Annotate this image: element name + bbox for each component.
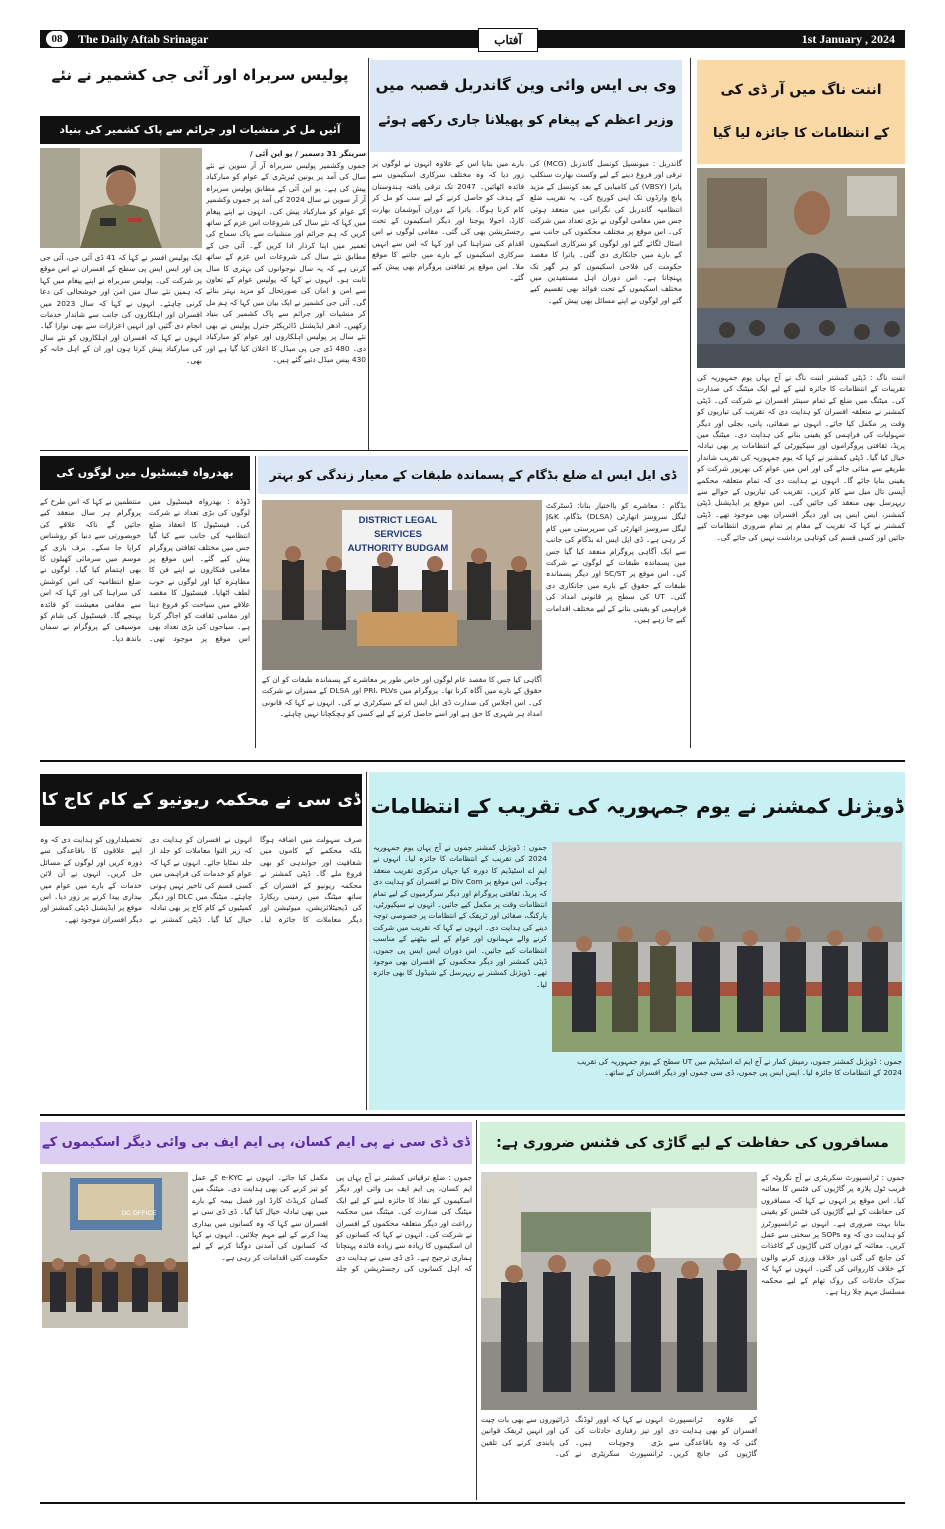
div-com-headline: ڈویژنل کمشنر نے یوم جمہوریہ کی تقریب کے انتظامات xyxy=(370,794,904,818)
div-com-stadium-photo xyxy=(552,842,902,1052)
section-divider xyxy=(40,1114,905,1116)
dc-revenue-headline: ڈی سی نے محکمہ ریونیو کے کام کاج کا xyxy=(40,774,362,826)
column-divider xyxy=(255,456,256,748)
ddc-headline: ڈی ڈی سی نے پی ایم کسان، پی ایم ایف بی وائی دیگر اسکیموں کے xyxy=(40,1122,472,1164)
ddc-meeting-photo xyxy=(42,1172,188,1328)
vbsy-body-right: گاندربل : میونسپل کونسل گاندربل (MCG) کی ترقی اور فروغ دینے کے لیے وکست بھارت سنکلپ یاترا (VBSY) کی کامیابی کے بعد کونسل کے مزید پانچ وارڈوں تک اپنی کوریج کی۔ یہ تقریب ضلع انتظامیہ گاندربل کی نگرانی میں منعقد ہوئی جس میں مقامی لوگوں نے بڑی تعداد میں شرکت کی۔ اس موقع پر مختلف محکموں کی جانب سے اسٹال لگائے گئے اور لوگوں کو سرکاری اسکیموں کے بارے میں جانکاری دی گئی۔ یاترا کا مقصد حکومت کی فلاحی اسکیموں کو ہر گھر تک پہنچانا ہے۔ اس دوران اہل مستفیدین میں مختلف اسکیموں کے تحت فوائد بھی تقسیم کیے گئے اور لوگوں نے اپنے مسائل بھی پیش کیے۔ xyxy=(530,159,682,305)
dlsa-headline: ڈی ایل ایس اے ضلع بڈگام کے پسماندہ طبقات کے معیار زندگی کو بہتر xyxy=(258,456,688,494)
transport-headline: مسافروں کی حفاظت کے لیے گاڑی کی فٹنس ضروری ہے: xyxy=(480,1122,905,1164)
police-body-right: جموں وکشمیر پولیس سربراہ آر آر سوین نے نئے سال کی آمد پر یونین ٹیریٹری کے عوام کو مبارکباد پیش کی ہے۔ یو این آئی کے مطابق پولیس سربراہ آر آر سوین نے سال 2024 کی آمد پر جموں وکشمیر کے عوام کو مبارکباد پیش کی۔ انہوں نے اپنے پیغام میں کہا کہ نئے سال کی شروعات اس عزم کے ساتھ کریں کہ ہم جرائم اور منشیات سے پاک سماج کی تعمیر میں اپنا کردار ادا کریں گے۔ آئی جی کے مطابق نئے سال کی شروعات اس عزم کے ساتھ کرنی ہے کہ یہ سال نوجوانوں کی بہتری کا سال ثابت ہو۔ انہوں نے کہا کہ پولیس عوام کے تعاون سے امن و امان کی صورتحال کو مزید بہتر بنائے گی۔ آئی جی کشمیر نے ایک بیان میں کہا کہ ہم مل کر منشیات اور جرائم سے پاک کشمیر کی بنیاد رکھیں۔ ادھر ایڈیشنل ڈائریکٹر جنرل پولیس نے بھی نئے سال پر پولیس اہلکاروں اور عوام کو مبارکباد دی۔ 480 ڈی جی پی میڈل کا اعلان کیا گیا ہے اور 430 پیس میڈل دئیے گئے ہیں۔ xyxy=(206,161,366,364)
transport-inspection-photo xyxy=(481,1172,757,1410)
anantnag-subheadline: کے انتظامات کا جائزہ لیا گیا xyxy=(712,126,890,141)
masthead-logo: آفتاب xyxy=(478,28,538,52)
masthead-bar xyxy=(40,30,905,48)
issue-date: 1st January , 2024 xyxy=(801,32,895,46)
paper-name: The Daily Aftab Srinagar xyxy=(78,32,209,46)
div-com-photo-caption: جموں : ڈویژنل کمشنر جموں، رمیش کمار نے آج ایم اے اسٹیڈیم میں UT سطح کے یوم جمہوریہ کی تقریب 2024 کے انتظامات کا جائزہ لیا۔ ایس ایس پی جموں، ڈی سی جموں اور دیگر افسران کے ساتھ۔ xyxy=(577,1057,902,1077)
column-divider xyxy=(476,1120,477,1500)
transport-body-right: جموں : ٹرانسپورٹ سکریٹری نے آج نگروٹہ کے قریب ٹول پلازہ پر گاڑیوں کی فٹنس کا معائنہ کیا۔ اس موقع پر انہوں نے کہا کہ مسافروں کی حفاظت کے لیے گاڑیوں کی فٹنس کو یقینی بنانا بہت ضروری ہے۔ انہوں نے ٹرانسپورٹرز کو ہدایت دی کہ وہ SOPs پر سختی سے عمل کریں۔ معائنہ کے دوران کئی گاڑیوں کے کاغذات کی جانچ کی گئی اور خلاف ورزی کرنے والوں کے خلاف کارروائی کی گئی۔ انہوں نے کہا کہ سڑک حادثات کی روک تھام کے لیے محکمہ مسلسل مہم چلا رہا ہے۔ xyxy=(761,1173,905,1297)
police-dateline: سرینگر 31 دسمبر / یو این آئی / xyxy=(249,149,366,158)
column-divider xyxy=(690,58,691,748)
ddc-body: جموں : ضلع ترقیاتی کمشنر نے آج یہاں پی ایم کسان، پی ایم ایف بی وائی اور دیگر اسکیموں کے نفاذ کا جائزہ لینے کے لیے ایک میٹنگ کی صدارت کی۔ میٹنگ میں محکمہ زراعت اور دیگر متعلقہ محکموں کے افسران نے شرکت کی۔ انہوں نے کہا کہ کسانوں کو ان اسکیموں کا زیادہ سے زیادہ فائدہ پہنچانا ہماری ترجیح ہے۔ ڈی ڈی سی نے ہدایت دی کہ اہل کسانوں کی رجسٹریشن کو جلد مکمل کیا جائے۔ انہوں نے e-KYC کے عمل کو تیز کرنے کی بھی ہدایت دی۔ میٹنگ میں کسان کریڈٹ کارڈ اور فصل بیمہ کے بارے میں بھی تبادلہ خیال کیا گیا۔ ڈی ڈی سی نے افسران سے کہا کہ وہ کسانوں میں بیداری پیدا کرنے کے لیے مہم چلائیں۔ انہوں نے کہا کہ کسانوں کی آمدنی دوگنا کرنے کے لیے حکومت کئی اقدامات کر رہی ہے۔ xyxy=(192,1173,472,1274)
vbsy-body-left: بارے میں بتایا اس کے علاوہ انہوں نے لوگوں پر زور دیا کہ وہ مختلف سرکاری اسکیموں سے فائدہ اٹھائیں۔ 2047 تک ترقی یافتہ ہندوستان کے ہدف کو حاصل کرنے کے لیے سب کو مل کر کام کرنا ہوگا۔ یاترا کے دوران آیوشمان بھارت کارڈ، اجولا یوجنا اور دیگر اسکیموں کے تحت رجسٹریشن بھی کی گئی۔ مقامی لوگوں نے اس اقدام کی سراہنا کی اور کہا کہ اس سے انہیں سرکاری اسکیموں کے بارے میں جاننے کا موقع ملا۔ اس موقع پر ثقافتی پروگرام بھی پیش کیے گئے۔ xyxy=(372,159,524,283)
page-number: 08 xyxy=(46,31,68,47)
bhaderwah-headline: بھدرواہ فیسٹیول میں لوگوں کی xyxy=(40,456,250,490)
dlsa-banner-text: DISTRICT LEGAL SERVICES AUTHORITY BUDGAM xyxy=(347,515,449,554)
police-chief-photo xyxy=(40,148,202,248)
police-body-left: ایک پولیس افسر نے کہا کہ 41 ڈی آئی جی، آئی جی پی اور ایس ایس پی سطح کے افسران نے اس موقع پر شرکت کی۔ پولیس سربراہ نے اپنے پیغام میں کہا کہ ہمیں نئے سال میں امن اور خوشحالی کی دعا کرنی چاہئے۔ انہوں نے کہا کہ سال 2023 میں افسران اور اہلکاروں کی جانب سے شاندار خدمات انجام دی گئیں اور انہیں اعزازات سے بھی نوازا گیا۔ انہوں نے کہا کہ افسران اور اہلکاروں کو نئے سال کی مبارکباد پیش کرتا ہوں اور ان کے اہل خانہ کو بھی۔ xyxy=(40,253,202,365)
police-subheadline: آئیں مل کر منشیات اور جرائم سے پاک کشمیر کی بنیاد xyxy=(40,116,360,144)
bhaderwah-body: ڈوڈہ : بھدرواہ فیسٹیول میں لوگوں کی بڑی تعداد نے شرکت کی۔ فیسٹیول کا انعقاد ضلع انتظامیہ کی جانب سے کیا گیا جس میں مختلف ثقافتی پروگرام پیش کیے گئے۔ اس موقع پر مقامی فنکاروں نے اپنے فن کا مظاہرہ کیا اور لوگوں نے خوب لطف اٹھایا۔ فیسٹیول کا مقصد علاقے میں سیاحت کو فروغ دینا اور مقامی ثقافت کو اجاگر کرنا ہے۔ سیاحوں کی بڑی تعداد بھی اس موقع پر موجود تھی۔ منتظمین نے کہا کہ اس طرح کے پروگرام ہر سال منعقد کیے جائیں گے تاکہ علاقے کی خوبصورتی سے دنیا کو روشناس کرایا جا سکے۔ برف باری کے موسم میں سرمائی کھیلوں کا بھی اہتمام کیا گیا۔ لوگوں نے ضلع انتظامیہ کی اس کوشش کی سراہنا کی اور کہا کہ اس سے مقامی معیشت کو فائدہ پہنچے گا۔ فیسٹیول کی شام کو موسیقی کے پروگرام نے سماں باندھ دیا۔ xyxy=(40,497,250,643)
div-com-body: جموں : ڈویژنل کمشنر جموں نے آج یہاں یوم جمہوریہ 2024 کی تقریب کے انتظامات کا جائزہ لیا۔ انہوں نے ایم اے اسٹیڈیم کا دورہ کیا جہاں مرکزی تقریب منعقد ہوگی۔ اس موقع پر Div Com نے افسران کو ہدایت دی کہ پریڈ، ثقافتی پروگرام اور دیگر سرگرمیوں کے لیے تمام انتظامات وقت پر مکمل کیے جائیں۔ انہوں نے سیکیورٹی، پارکنگ، صفائی اور ٹریفک کے انتظامات پر خصوصی توجہ دینے کی ہدایت دی۔ انہوں نے کہا کہ تقریب میں شرکت کرنے والے مہمانوں اور عوام کے لیے بیٹھنے کے مناسب انتظامات کیے جائیں۔ اس دوران ایس ایس پی جموں، ڈپٹی کمشنر اور دیگر محکموں کے افسران بھی موجود تھے۔ ڈویژنل کمشنر نے ریہرسل کے شیڈول کا بھی جائزہ لیا۔ xyxy=(373,843,547,989)
anantnag-headline: اننت ناگ میں آر ڈی کی xyxy=(720,82,882,98)
vbsy-headline: وی بی ایس وائی وین گاندربل قصبہ میں xyxy=(375,76,677,94)
footer-rule xyxy=(40,1502,905,1504)
transport-body-bottom: کے علاوہ ٹرانسپورٹ افسران کو بھی ہدایت دی گئی کہ وہ باقاعدگی سے گاڑیوں کی جانچ کریں۔ انہوں نے کہا کہ اوور لوڈنگ اور تیز رفتاری حادثات کی بڑی وجوہات ہیں۔ ٹرانسپورٹ سکریٹری نے ڈرائیوروں سے بھی بات چیت کی اور انہیں ٹریفک قوانین کی پابندی کرنے کی تلقین کی۔ xyxy=(481,1415,757,1459)
section-divider xyxy=(40,450,688,451)
anantnag-meeting-photo xyxy=(697,168,905,368)
police-headline: پولیس سربراہ اور آئی جی کشمیر نے نئے xyxy=(51,66,349,84)
ddc-photo-sign: DC OFFICE xyxy=(121,1210,157,1217)
dlsa-body-right: بڈگام : معاشرے کو بااختیار بنانا: ڈسٹرکٹ لیگل سروسز اتھارٹی (DLSA) بڈگام، J&K لیگل سروسز اتھارٹی کی سرپرستی میں کام کر رہی ہے۔ ڈی ایل ایس اے بڈگام کی جانب سے ایک آگاہی پروگرام منعقد کیا گیا جس میں پسماندہ طبقات کے لوگوں نے شرکت کی۔ اس موقع پر SC/ST اور دیگر پسماندہ طبقات کے حقوق کے بارے میں جانکاری دی گئی۔ UT کی سطح پر قانونی امداد کی فراہمی کو یقینی بنانے کے لیے مختلف اقدامات کیے جا رہے ہیں۔ xyxy=(546,501,686,625)
section-divider xyxy=(40,760,905,762)
anantnag-body: اننت ناگ : ڈپٹی کمشنر اننت ناگ نے آج یہاں یوم جمہوریہ کی تقریبات کے انتظامات کا جائزہ لینے کے لیے ایک میٹنگ کی صدارت کی۔ میٹنگ میں ضلع کے تمام سینئر افسران نے شرکت کی۔ ڈپٹی کمشنر نے متعلقہ افسران کو ہدایت دی کہ تقریب کی تیاریوں کو وقت پر مکمل کیا جائے۔ انہوں نے صفائی، پانی، بجلی اور دیگر سہولیات کی فراہمی کو یقینی بنانے کی ہدایت دی۔ میٹنگ میں پریڈ، ثقافتی پروگراموں اور سیکیورٹی کے انتظامات پر بھی تبادلہ خیال کیا گیا۔ ڈپٹی کمشنر نے کہا کہ یوم جمہوریہ کی تقریب شاندار طریقے سے منائی جائے گی اور اس میں عوام کی بھرپور شرکت کو یقینی بنایا جائے گا۔ انہوں نے ہدایت دی کہ تمام متعلقہ محکمے آپسی تال میل سے کام کریں۔ تقریب کی تیاریوں کے حوالے سے ریہرسل بھی منعقد کی جائیں گی۔ اس موقع پر ایڈیشنل ڈپٹی کمشنر، ایس ایس پی اور دیگر افسران بھی موجود تھے۔ ڈپٹی کمشنر نے کہا کہ تقریب کے مقام پر تمام ضروری انتظامات کیے جائیں اور کسی قسم کی کوتاہی برداشت نہیں کی جائے گی۔ xyxy=(697,373,905,542)
column-divider xyxy=(368,58,369,450)
vbsy-subheadline: وزیر اعظم کے پیغام کو پھیلانا جاری رکھے ہوئے xyxy=(378,113,674,128)
dlsa-body-bottom: آگاہی کیا جس کا مقصد عام لوگوں اور خاص طور پر معاشرے کے پسماندہ طبقات کو ان کے حقوق کے بارے میں آگاہ کرنا تھا۔ پروگرام میں PRI، PLVs اور DLSA کے ممبران نے شرکت کی۔ اس اجلاس کی صدارت ڈی ایل ایس اے کے سیکرٹری نے کی۔ انہوں نے کہا کہ قانونی امداد ہر شہری کا حق ہے اور اسے حاصل کرنے کے لیے کسی کو ہچکچانا نہیں چاہئے۔ xyxy=(262,675,542,719)
dc-revenue-body: صرف سہولت میں اضافہ ہوگا بلکہ محکمے کے کاموں میں شفافیت اور جوابدہی کو بھی فروغ ملے گا۔ ڈپٹی کمشنر نے محکمہ ریونیو کے افسران کے ساتھ میٹنگ میں زمینی ریکارڈ کی ڈیجیٹلائزیشن، میوٹیشن اور دیگر معاملات کا جائزہ لیا۔ انہوں نے افسران کو ہدایت دی کہ زیر التوا معاملات کو جلد از جلد نمٹایا جائے۔ انہوں نے کہا کہ عوام کو خدمات کی فراہمی میں کسی قسم کی تاخیر نہیں ہونی چاہئے۔ میٹنگ میں DLC اور دیگر کمیٹیوں کے کام کاج پر بھی تبادلہ خیال کیا گیا۔ ڈپٹی کمشنر نے تحصیلداروں کو ہدایت دی کہ وہ اپنے علاقوں کا باقاعدگی سے دورہ کریں اور لوگوں کے مسائل حل کریں۔ انہوں نے آن لائن خدمات کے بارے میں عوام میں بیداری پیدا کرنے پر زور دیا۔ اس موقع پر ایڈیشنل ڈپٹی کمشنر اور دیگر افسران موجود تھے۔ xyxy=(40,835,362,924)
column-divider xyxy=(366,772,367,1110)
